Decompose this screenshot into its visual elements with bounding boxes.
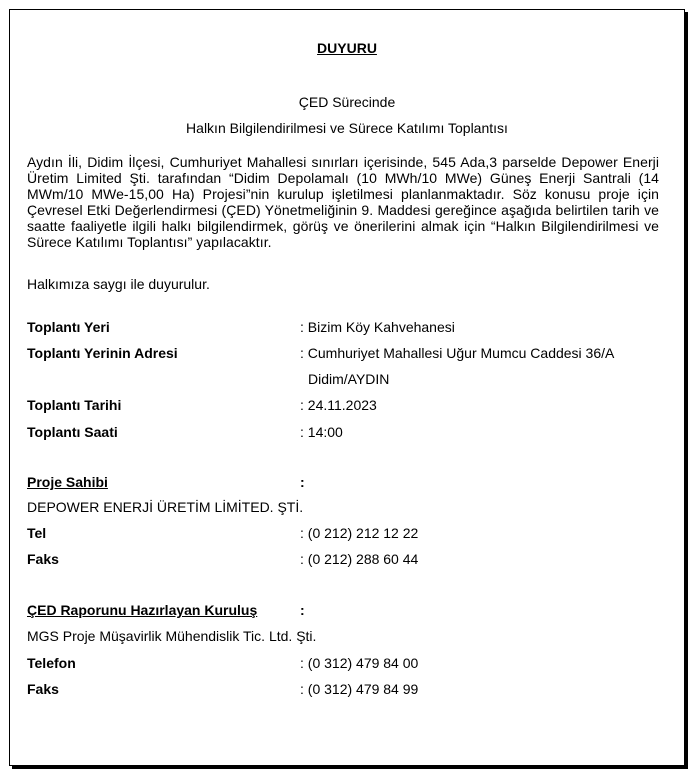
notice-heading: DUYURU (317, 40, 377, 56)
consultant-colon: : (300, 602, 305, 618)
notice-frame (9, 9, 685, 766)
meeting-time-label: Toplantı Saati (27, 424, 118, 440)
meeting-time-value: : 14:00 (300, 424, 343, 440)
meeting-address-label: Toplantı Yerinin Adresi (27, 345, 178, 361)
meeting-date-label: Toplantı Tarihi (27, 397, 122, 413)
consultant-fax-value: : (0 312) 479 84 99 (300, 681, 419, 697)
consultant-fax-label: Faks (27, 681, 59, 697)
project-owner-label: Proje Sahibi (27, 474, 108, 490)
meeting-address-value: : Cumhuriyet Mahallesi Uğur Mumcu Caddesi 36/A (300, 345, 615, 361)
subtitle-line-2: Halkın Bilgilendirilmesi ve Sürece Katılımı Toplantısı (186, 120, 508, 136)
consultant-phone-label: Telefon (27, 655, 76, 671)
owner-tel-label: Tel (27, 525, 47, 541)
owner-tel-value: : (0 212) 212 12 22 (300, 525, 419, 541)
meeting-place-label: Toplantı Yeri (27, 319, 110, 335)
consultant-name: MGS Proje Müşavirlik Mühendislik Tic. Ltd. Şti. (27, 628, 317, 644)
subtitle-line-1: ÇED Sürecinde (298, 94, 396, 110)
meeting-date-value: : 24.11.2023 (300, 397, 377, 413)
consultant-phone-value: : (0 312) 479 84 00 (300, 655, 419, 671)
consultant-label: ÇED Raporunu Hazırlayan Kuruluş (27, 602, 258, 618)
project-owner-colon: : (300, 474, 305, 490)
meeting-place-value: : Bizim Köy Kahvehanesi (300, 319, 455, 335)
closing-line: Halkımıza saygı ile duyurulur. (27, 276, 210, 292)
owner-fax-label: Faks (27, 551, 59, 567)
project-owner-name: DEPOWER ENERJİ ÜRETİM LİMİTED. ŞTİ. (27, 499, 304, 515)
announcement-paragraph: Aydın İli, Didim İlçesi, Cumhuriyet Mahallesi sınırları içerisinde, 545 Ada,3 parselde Depower Enerji Üretim Limited Şti. tarafından “Didim Depolamalı (10 MWh/10 MWe) Güneş Enerji Santrali (14 MWm/10 MWe-15,00 Ha) Projesi”nin kurulup işletilmesi planlanmaktadır. Söz konusu proje için Çevresel Etki Değerlendirmesi (ÇED) Yönetmeliğinin 9. Maddesi gereğince aşağıda belirtilen tarih ve saatte faaliyetle ilgili halkı bilgilendirmek, görüş ve önerilerini almak için “Halkın Bilgilendirilmesi ve Sürece Katılımı Toplantısı” yapılacaktır. (27, 154, 659, 250)
meeting-address-city: Didim/AYDIN (308, 371, 390, 387)
owner-fax-value: : (0 212) 288 60 44 (300, 551, 419, 567)
